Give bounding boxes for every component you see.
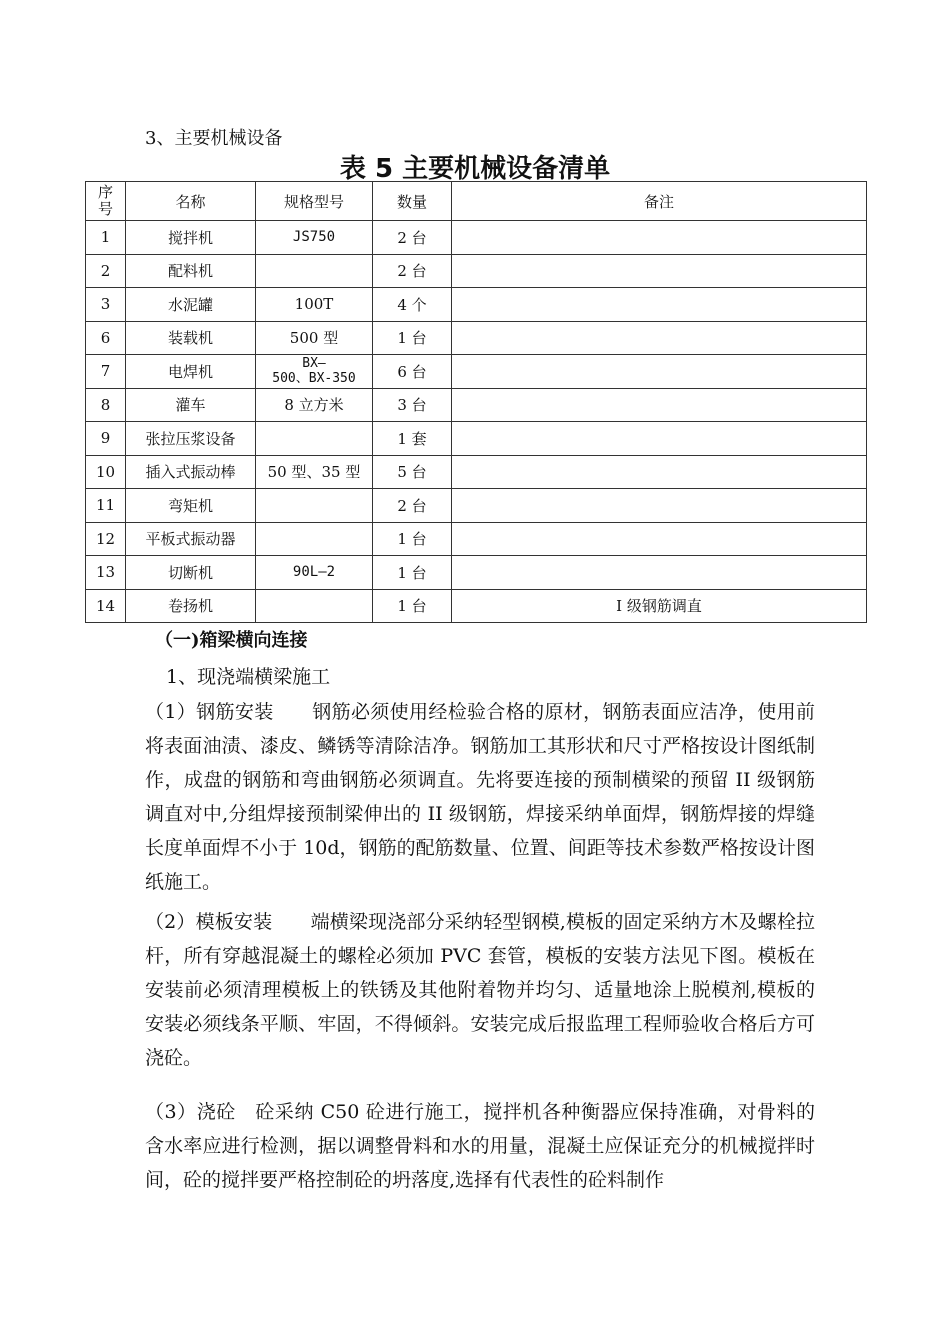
- cell-no: 7: [86, 355, 126, 389]
- paragraph-concrete-pouring: （3）浇砼 砼采纳 C50 砼进行施工，搅拌机各种衡器应保持准确，对骨料的含水率应进行检测，据以调整骨料和水的用量，混凝土应保证充分的机械搅拌时间，砼的搅拌要严格控制砼的坍落度,选择有代表性的砼料制作: [145, 1101, 815, 1191]
- cell-note: [452, 288, 867, 322]
- paragraph-formwork-installation: （2）模板安装 端横梁现浇部分采纳轻型钢模,模板的固定采纳方木及螺栓拉杆，所有穿越混凝土的螺栓必须加 PVC 套管，模板的安装方法见下图。模板在安装前必须清理模板上的铁锈及其他附着物并均匀、适量地涂上脱模剂,模板的安装必须线条平顺、牢固，不得倾斜。安装完成后报监理工程师验收合格后方可浇砼。: [145, 911, 815, 1069]
- table-row: [86, 254, 867, 288]
- cell-no: 8: [86, 388, 126, 422]
- cell-note: [452, 388, 867, 422]
- cell-spec: 100T: [256, 288, 373, 322]
- cell-qty: 2 台: [373, 221, 452, 255]
- table-row: [86, 355, 867, 389]
- cell-name: 弯矩机: [126, 489, 256, 523]
- table-row: [86, 221, 867, 255]
- cell-spec: [256, 589, 373, 623]
- cell-qty: 1 台: [373, 556, 452, 590]
- cell-name: 张拉压浆设备: [126, 422, 256, 456]
- cell-name: 平板式振动器: [126, 522, 256, 556]
- equipment-table: [85, 181, 867, 623]
- cell-name: 装载机: [126, 321, 256, 355]
- cell-note: [452, 221, 867, 255]
- cell-note: I 级钢筋调直: [452, 589, 867, 623]
- cell-qty: 1 台: [373, 321, 452, 355]
- cell-no: 3: [86, 288, 126, 322]
- cell-note: [452, 254, 867, 288]
- cell-note: [452, 321, 867, 355]
- cell-qty: 4 个: [373, 288, 452, 322]
- header-seq-line1: 序: [97, 183, 113, 201]
- table-row: [86, 455, 867, 489]
- cell-spec: 90L—2: [256, 556, 373, 590]
- cell-qty: 3 台: [373, 388, 452, 422]
- cell-note: [452, 489, 867, 523]
- cell-spec: 8 立方米: [256, 388, 373, 422]
- table-row: [86, 321, 867, 355]
- cell-note: [452, 455, 867, 489]
- cell-qty: 5 台: [373, 455, 452, 489]
- cell-no: 13: [86, 556, 126, 590]
- paragraph-steel-installation: （1）钢筋安装 钢筋必须使用经检验合格的原材，钢筋表面应洁净，使用前将表面油渍、漆皮、鳞锈等清除洁净。钢筋加工其形状和尺寸严格按设计图纸制作，成盘的钢筋和弯曲钢筋必须调直。先将要连接的预制横梁的预留 II 级钢筋调直对中,分组焊接预制梁伸出的 II 级钢筋，焊接采纳单面焊，钢筋焊接的焊缝长度单面焊不小于 10d，钢筋的配筋数量、位置、间距等技术参数严格按设计图纸施工。: [145, 701, 815, 893]
- cell-no: 10: [86, 455, 126, 489]
- cell-qty: 1 台: [373, 589, 452, 623]
- cell-spec-line1: BX—: [302, 356, 326, 372]
- cell-no: 2: [86, 254, 126, 288]
- cell-spec: JS750: [256, 221, 373, 255]
- table-row: [86, 589, 867, 623]
- cell-note: [452, 556, 867, 590]
- cell-no: 1: [86, 221, 126, 255]
- cell-spec-line2: 500、BX-350: [272, 371, 356, 387]
- table-row: [86, 522, 867, 556]
- header-note: 备注: [452, 182, 867, 221]
- cell-spec: [256, 422, 373, 456]
- table-row: [86, 388, 867, 422]
- cell-no: 11: [86, 489, 126, 523]
- table-row: [86, 288, 867, 322]
- cell-qty: 2 台: [373, 254, 452, 288]
- cell-qty: 6 台: [373, 355, 452, 389]
- cell-note: [452, 522, 867, 556]
- header-seq-line2: 号: [97, 200, 113, 218]
- cell-spec: [256, 522, 373, 556]
- cell-spec: [256, 254, 373, 288]
- cell-name: 插入式振动棒: [126, 455, 256, 489]
- table-title: 表 5 主要机械设备清单: [339, 154, 611, 184]
- cell-spec: 50 型、35 型: [256, 455, 373, 489]
- cell-spec: 500 型: [256, 321, 373, 355]
- cell-no: 14: [86, 589, 126, 623]
- sub-heading: （一)箱梁横向连接: [155, 630, 308, 651]
- header-qty: 数量: [373, 182, 452, 221]
- cell-qty: 1 套: [373, 422, 452, 456]
- cell-name: 搅拌机: [126, 221, 256, 255]
- header-seq: [86, 182, 126, 221]
- table-row: [86, 556, 867, 590]
- cell-no: 12: [86, 522, 126, 556]
- cell-name: 电焊机: [126, 355, 256, 389]
- cell-qty: 1 台: [373, 522, 452, 556]
- cell-spec: [256, 355, 373, 389]
- cell-no: 6: [86, 321, 126, 355]
- item-heading: 1、现浇端横梁施工: [166, 666, 331, 688]
- cell-qty: 2 台: [373, 489, 452, 523]
- table-row: [86, 422, 867, 456]
- cell-name: 卷扬机: [126, 589, 256, 623]
- table-header-row: [86, 182, 867, 221]
- cell-name: 灌车: [126, 388, 256, 422]
- cell-note: [452, 355, 867, 389]
- section-heading: 3、主要机械设备: [145, 128, 283, 149]
- table-row: [86, 489, 867, 523]
- header-name: 名称: [126, 182, 256, 221]
- cell-name: 配料机: [126, 254, 256, 288]
- cell-note: [452, 422, 867, 456]
- header-spec: 规格型号: [256, 182, 373, 221]
- cell-spec: [256, 489, 373, 523]
- cell-name: 切断机: [126, 556, 256, 590]
- cell-no: 9: [86, 422, 126, 456]
- cell-name: 水泥罐: [126, 288, 256, 322]
